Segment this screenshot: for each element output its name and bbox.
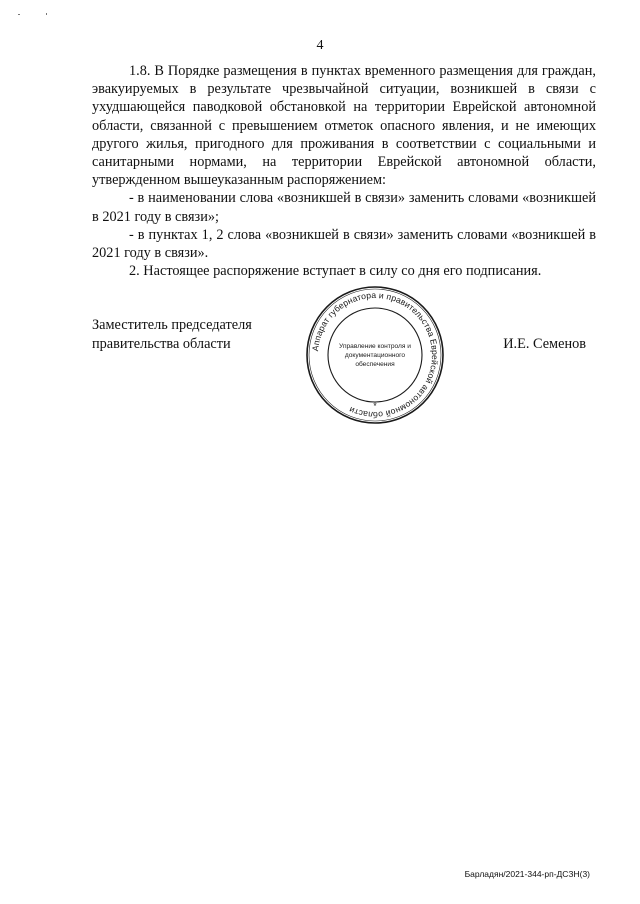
paragraph-1-8: 1.8. В Порядке размещения в пунктах временного размещения для граждан, эвакуируемых в результате чрезвычайной ситуации, возникшей в связи с ухудшающейся паводковой обстановкой на территории Еврейской автономной области, связанной с превышением отметок опасного явления, и не имеющих другого жилья, пригодного для проживания в соответствии с социальными и санитарными нормами, на территории Еврейской автономной области, утвержденном вышеуказанным распоряжением:	[92, 63, 596, 189]
scan-artifact-mark	[46, 13, 47, 15]
seal-inner-line1: Управление контроля и	[339, 343, 411, 350]
scan-artifact-mark	[18, 14, 20, 15]
signer-position-line2: правительства области	[92, 335, 231, 352]
paragraph-2-effective: 2. Настоящее распоряжение вступает в силу со дня его подписания.	[129, 263, 542, 280]
seal-inner-line2: документационного	[344, 352, 406, 359]
signer-position-line1: Заместитель председателя	[92, 317, 252, 333]
paragraph-bullet-name: - в наименовании слова «возникшей в связи» заменить словами «возникшей в 2021 году в связи»;	[92, 190, 596, 225]
seal-star-icon: *	[373, 401, 377, 411]
document-body	[92, 62, 596, 280]
signer-name: И.Е. Семенов	[503, 336, 586, 352]
signer-position	[92, 316, 252, 353]
document-footer-code: Барладян/2021-344-рп-ДСЗН(3)	[464, 869, 590, 879]
page-number: 4	[316, 38, 324, 53]
paragraph-bullet-points: - в пунктах 1, 2 слова «возникшей в связи» заменить словами «возникшей в 2021 году в связи».	[92, 226, 596, 262]
seal-outer-text-path: Аппарат губернатора и правительства Еврейской автономной области	[310, 289, 441, 421]
seal-inner-line3: обеспечения	[355, 361, 395, 368]
official-seal-stamp	[305, 285, 445, 425]
